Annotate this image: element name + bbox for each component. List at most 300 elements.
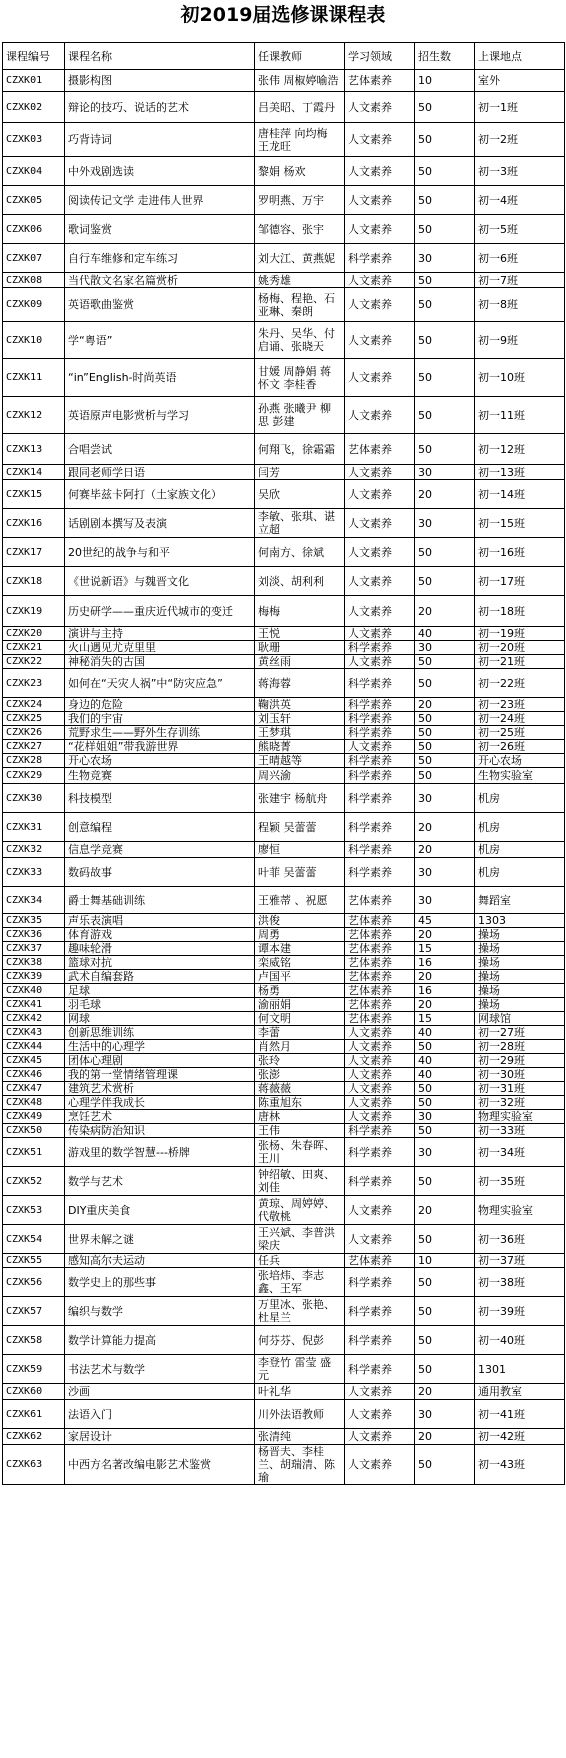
table-row [3,784,565,813]
table-row [3,928,565,942]
course-name-cell: 游戏里的数学智慧---桥牌 [65,1138,255,1167]
teacher-cell: 唐林 [255,1110,345,1124]
enrollment-cell: 50 [415,740,475,754]
location-cell: 初一43班 [475,1445,565,1485]
header-course-name: 课程名称 [65,43,255,70]
course-name-cell: 合唱尝试 [65,434,255,465]
enrollment-cell: 20 [415,928,475,942]
table-row [3,842,565,858]
course-code-cell: CZXK58 [3,1326,65,1355]
course-name-cell: 如何在“天灾人祸”中“防灾应急” [65,669,255,698]
table-row [3,1196,565,1225]
course-name-cell: 声乐表演唱 [65,914,255,928]
table-row [3,768,565,784]
table-row [3,359,565,397]
course-code-cell: CZXK45 [3,1054,65,1068]
course-name-cell: 学“粤语” [65,322,255,359]
enrollment-cell: 50 [415,1445,475,1485]
course-name-cell: 身边的危险 [65,698,255,712]
course-code-cell: CZXK18 [3,567,65,596]
enrollment-cell: 30 [415,1110,475,1124]
domain-cell: 艺体素养 [345,970,415,984]
course-code-cell: CZXK61 [3,1400,65,1429]
domain-cell: 人文素养 [345,1445,415,1485]
domain-cell: 人文素养 [345,509,415,538]
teacher-cell: 廖恒 [255,842,345,858]
teacher-cell: 钟绍敏、田爽、刘佳 [255,1167,345,1196]
teacher-cell: 黄琼、周婷婷、代敬桃 [255,1196,345,1225]
domain-cell: 科学素养 [345,1138,415,1167]
course-name-cell: 火山遇见尤克里里 [65,641,255,655]
course-name-cell: 世界未解之谜 [65,1225,255,1254]
enrollment-cell: 50 [415,186,475,215]
enrollment-cell: 30 [415,244,475,273]
enrollment-cell: 50 [415,754,475,768]
course-name-cell: 辩论的技巧、说话的艺术 [65,92,255,123]
course-code-cell: CZXK29 [3,768,65,784]
domain-cell: 科学素养 [345,754,415,768]
course-name-cell: 开心农场 [65,754,255,768]
domain-cell: 人文素养 [345,740,415,754]
domain-cell: 人文素养 [345,359,415,397]
course-code-cell: CZXK59 [3,1355,65,1384]
enrollment-cell: 50 [415,567,475,596]
table-row [3,641,565,655]
teacher-cell: 川外法语教师 [255,1400,345,1429]
enrollment-cell: 50 [415,397,475,434]
header-location: 上课地点 [475,43,565,70]
teacher-cell: 朱丹、吴华、付启诵、张晓天 [255,322,345,359]
table-row [3,186,565,215]
teacher-cell: 黎娟 杨欢 [255,157,345,186]
location-cell: 初一31班 [475,1082,565,1096]
teacher-cell: 罗明燕、万宇 [255,186,345,215]
enrollment-cell: 20 [415,698,475,712]
course-code-cell: CZXK12 [3,397,65,434]
course-code-cell: CZXK54 [3,1225,65,1254]
course-name-cell: 心理学伴我成长 [65,1096,255,1110]
teacher-cell: 杨勇 [255,984,345,998]
table-row [3,509,565,538]
enrollment-cell: 20 [415,596,475,627]
location-cell: 初一15班 [475,509,565,538]
course-name-cell: 巧背诗词 [65,123,255,157]
enrollment-cell: 20 [415,1196,475,1225]
header-domain: 学习领域 [345,43,415,70]
table-row [3,754,565,768]
location-cell: 舞蹈室 [475,887,565,914]
enrollment-cell: 50 [415,273,475,288]
course-code-cell: CZXK15 [3,480,65,509]
teacher-cell: 任兵 [255,1254,345,1268]
location-cell: 通用教室 [475,1384,565,1400]
location-cell: 初一6班 [475,244,565,273]
domain-cell: 人文素养 [345,322,415,359]
table-row [3,434,565,465]
teacher-cell: 张玲 [255,1054,345,1068]
location-cell: 初一10班 [475,359,565,397]
table-row [3,465,565,480]
course-code-cell: CZXK51 [3,1138,65,1167]
course-code-cell: CZXK28 [3,754,65,768]
table-row [3,655,565,669]
table-row [3,322,565,359]
location-cell: 操场 [475,970,565,984]
teacher-cell: 何芬芬、倪彭 [255,1326,345,1355]
course-code-cell: CZXK21 [3,641,65,655]
course-name-cell: 网球 [65,1012,255,1026]
table-row [3,1167,565,1196]
course-name-cell: 我们的宇宙 [65,712,255,726]
course-code-cell: CZXK27 [3,740,65,754]
location-cell: 物理实验室 [475,1196,565,1225]
domain-cell: 人文素养 [345,1400,415,1429]
enrollment-cell: 50 [415,712,475,726]
teacher-cell: 闫芳 [255,465,345,480]
enrollment-cell: 30 [415,858,475,887]
domain-cell: 人文素养 [345,288,415,322]
course-code-cell: CZXK03 [3,123,65,157]
location-cell: 初一37班 [475,1254,565,1268]
location-cell: 初一13班 [475,465,565,480]
enrollment-cell: 16 [415,956,475,970]
table-row [3,1138,565,1167]
domain-cell: 艺体素养 [345,928,415,942]
course-name-cell: 趣味轮滑 [65,942,255,956]
course-name-cell: 篮球对抗 [65,956,255,970]
course-name-cell: 法语入门 [65,1400,255,1429]
enrollment-cell: 50 [415,1326,475,1355]
enrollment-cell: 20 [415,970,475,984]
table-row [3,480,565,509]
course-code-cell: CZXK49 [3,1110,65,1124]
domain-cell: 科学素养 [345,858,415,887]
location-cell: 初一2班 [475,123,565,157]
course-name-cell: 数学与艺术 [65,1167,255,1196]
location-cell: 初一4班 [475,186,565,215]
course-name-cell: “花样姐姐”带我游世界 [65,740,255,754]
domain-cell: 科学素养 [345,244,415,273]
course-name-cell: “in”English-时尚英语 [65,359,255,397]
domain-cell: 科学素养 [345,842,415,858]
enrollment-cell: 20 [415,1429,475,1445]
table-row [3,1068,565,1082]
location-cell: 初一5班 [475,215,565,244]
location-cell: 初一23班 [475,698,565,712]
table-row [3,70,565,92]
course-name-cell: 《世说新语》与魏晋文化 [65,567,255,596]
location-cell: 初一28班 [475,1040,565,1054]
course-code-cell: CZXK52 [3,1167,65,1196]
course-name-cell: 演讲与主持 [65,627,255,641]
course-name-cell: 中外戏剧选读 [65,157,255,186]
domain-cell: 科学素养 [345,813,415,842]
course-code-cell: CZXK56 [3,1268,65,1297]
table-row [3,92,565,123]
table-row [3,288,565,322]
teacher-cell: 张澎 [255,1068,345,1082]
course-name-cell: 创意编程 [65,813,255,842]
domain-cell: 人文素养 [345,627,415,641]
teacher-cell: 栾威铭 [255,956,345,970]
location-cell: 生物实验室 [475,768,565,784]
enrollment-cell: 30 [415,1400,475,1429]
course-code-cell: CZXK07 [3,244,65,273]
course-name-cell: 科技模型 [65,784,255,813]
domain-cell: 人文素养 [345,215,415,244]
domain-cell: 科学素养 [345,1297,415,1326]
table-row [3,740,565,754]
enrollment-cell: 50 [415,157,475,186]
header-teacher: 任课教师 [255,43,345,70]
enrollment-cell: 50 [415,768,475,784]
table-row [3,1400,565,1429]
course-name-cell: 数学计算能力提高 [65,1326,255,1355]
location-cell: 初一7班 [475,273,565,288]
enrollment-cell: 50 [415,1225,475,1254]
location-cell: 初一30班 [475,1068,565,1082]
course-code-cell: CZXK32 [3,842,65,858]
course-name-cell: 神秘消失的古国 [65,655,255,669]
location-cell: 初一11班 [475,397,565,434]
table-row [3,1429,565,1445]
teacher-cell: 蒋海蓉 [255,669,345,698]
teacher-cell: 刘大江、黄燕妮 [255,244,345,273]
teacher-cell: 蒋薇薇 [255,1082,345,1096]
location-cell: 初一27班 [475,1026,565,1040]
enrollment-cell: 50 [415,322,475,359]
course-code-cell: CZXK25 [3,712,65,726]
location-cell: 初一22班 [475,669,565,698]
domain-cell: 人文素养 [345,1196,415,1225]
table-row [3,1225,565,1254]
course-code-cell: CZXK62 [3,1429,65,1445]
course-name-cell: 荒野求生——野外生存训练 [65,726,255,740]
course-code-cell: CZXK04 [3,157,65,186]
table-row [3,157,565,186]
teacher-cell: 肖然月 [255,1040,345,1054]
location-cell: 初一33班 [475,1124,565,1138]
course-code-cell: CZXK63 [3,1445,65,1485]
table-row [3,567,565,596]
course-code-cell: CZXK11 [3,359,65,397]
enrollment-cell: 40 [415,627,475,641]
domain-cell: 科学素养 [345,1268,415,1297]
table-row [3,887,565,914]
course-code-cell: CZXK44 [3,1040,65,1054]
table-row [3,956,565,970]
table-row [3,596,565,627]
header-enrollment: 招生数 [415,43,475,70]
enrollment-cell: 50 [415,1096,475,1110]
course-code-cell: CZXK13 [3,434,65,465]
teacher-cell: 杨梅、程艳、石亚琳、秦朗 [255,288,345,322]
course-code-cell: CZXK55 [3,1254,65,1268]
domain-cell: 人文素养 [345,465,415,480]
teacher-cell: 吕美昭、丁霞丹 [255,92,345,123]
course-code-cell: CZXK17 [3,538,65,567]
enrollment-cell: 30 [415,784,475,813]
location-cell: 初一18班 [475,596,565,627]
table-row [3,1355,565,1384]
domain-cell: 科学素养 [345,768,415,784]
course-code-cell: CZXK36 [3,928,65,942]
course-code-cell: CZXK10 [3,322,65,359]
enrollment-cell: 50 [415,434,475,465]
teacher-cell: 邹德容、张宇 [255,215,345,244]
teacher-cell: 何南方、徐斌 [255,538,345,567]
domain-cell: 科学素养 [345,712,415,726]
course-code-cell: CZXK43 [3,1026,65,1040]
course-name-cell: 建筑艺术赏析 [65,1082,255,1096]
course-code-cell: CZXK42 [3,1012,65,1026]
table-row [3,273,565,288]
enrollment-cell: 40 [415,1068,475,1082]
course-code-cell: CZXK19 [3,596,65,627]
course-code-cell: CZXK30 [3,784,65,813]
enrollment-cell: 30 [415,887,475,914]
location-cell: 初一19班 [475,627,565,641]
enrollment-cell: 10 [415,70,475,92]
course-name-cell: 爵士舞基础训练 [65,887,255,914]
course-table-body [3,43,565,1485]
location-cell: 初一34班 [475,1138,565,1167]
teacher-cell: 王雅蒂 、祝愿 [255,887,345,914]
enrollment-cell: 50 [415,1268,475,1297]
enrollment-cell: 30 [415,641,475,655]
course-code-cell: CZXK50 [3,1124,65,1138]
table-row [3,1026,565,1040]
enrollment-cell: 50 [415,1082,475,1096]
course-code-cell: CZXK01 [3,70,65,92]
course-name-cell: 何赛毕兹卡阿打（土家族文化） [65,480,255,509]
course-code-cell: CZXK24 [3,698,65,712]
course-code-cell: CZXK20 [3,627,65,641]
table-row [3,712,565,726]
teacher-cell: 王梦琪 [255,726,345,740]
teacher-cell: 吴欣 [255,480,345,509]
domain-cell: 人文素养 [345,186,415,215]
course-name-cell: 中西方名著改编电影艺术鉴赏 [65,1445,255,1485]
table-row [3,998,565,1012]
enrollment-cell: 20 [415,813,475,842]
table-row [3,123,565,157]
enrollment-cell: 50 [415,123,475,157]
domain-cell: 艺体素养 [345,434,415,465]
teacher-cell: 卢国平 [255,970,345,984]
course-code-cell: CZXK48 [3,1096,65,1110]
domain-cell: 科学素养 [345,698,415,712]
location-cell: 操场 [475,998,565,1012]
teacher-cell: 万里冰、张艳、杜星兰 [255,1297,345,1326]
course-code-cell: CZXK09 [3,288,65,322]
course-code-cell: CZXK40 [3,984,65,998]
course-name-cell: 话剧剧本撰写及表演 [65,509,255,538]
course-code-cell: CZXK37 [3,942,65,956]
teacher-cell: 刘淡、胡利利 [255,567,345,596]
enrollment-cell: 50 [415,1124,475,1138]
domain-cell: 艺体素养 [345,70,415,92]
location-cell: 初一40班 [475,1326,565,1355]
table-row [3,914,565,928]
enrollment-cell: 50 [415,1040,475,1054]
location-cell: 机房 [475,813,565,842]
enrollment-cell: 30 [415,465,475,480]
location-cell: 初一29班 [475,1054,565,1068]
domain-cell: 艺体素养 [345,998,415,1012]
course-name-cell: 羽毛球 [65,998,255,1012]
teacher-cell: 何翔飞，徐霜霜 [255,434,345,465]
domain-cell: 科学素养 [345,1355,415,1384]
teacher-cell: 李登竹 雷莹 盛元 [255,1355,345,1384]
table-row [3,726,565,740]
table-row [3,669,565,698]
teacher-cell: 王伟 [255,1124,345,1138]
teacher-cell: 叶菲 吴蕾蕾 [255,858,345,887]
domain-cell: 艺体素养 [345,984,415,998]
domain-cell: 人文素养 [345,1429,415,1445]
table-row [3,1384,565,1400]
course-code-cell: CZXK33 [3,858,65,887]
course-name-cell: 家居设计 [65,1429,255,1445]
domain-cell: 科学素养 [345,669,415,698]
location-cell: 初一36班 [475,1225,565,1254]
enrollment-cell: 40 [415,1054,475,1068]
course-code-cell: CZXK02 [3,92,65,123]
enrollment-cell: 30 [415,1138,475,1167]
domain-cell: 人文素养 [345,655,415,669]
location-cell: 初一16班 [475,538,565,567]
location-cell: 机房 [475,858,565,887]
course-code-cell: CZXK08 [3,273,65,288]
enrollment-cell: 50 [415,538,475,567]
course-name-cell: 传染病防治知识 [65,1124,255,1138]
enrollment-cell: 50 [415,359,475,397]
teacher-cell: 陈重旭东 [255,1096,345,1110]
course-code-cell: CZXK23 [3,669,65,698]
table-row [3,1096,565,1110]
course-code-cell: CZXK16 [3,509,65,538]
location-cell: 初一39班 [475,1297,565,1326]
location-cell: 初一1班 [475,92,565,123]
enrollment-cell: 10 [415,1254,475,1268]
course-table [2,42,565,1485]
table-row [3,1445,565,1485]
table-row [3,1268,565,1297]
domain-cell: 人文素养 [345,1054,415,1068]
course-code-cell: CZXK22 [3,655,65,669]
course-code-cell: CZXK14 [3,465,65,480]
location-cell: 初一12班 [475,434,565,465]
location-cell: 初一32班 [475,1096,565,1110]
course-name-cell: 摄影构图 [65,70,255,92]
teacher-cell: 李敏、张琪、谌立超 [255,509,345,538]
location-cell: 初一20班 [475,641,565,655]
table-row [3,1124,565,1138]
enrollment-cell: 20 [415,998,475,1012]
course-name-cell: 信息学竞赛 [65,842,255,858]
domain-cell: 艺体素养 [345,942,415,956]
course-code-cell: CZXK46 [3,1068,65,1082]
course-code-cell: CZXK53 [3,1196,65,1225]
teacher-cell: 熊晓菁 [255,740,345,754]
domain-cell: 科学素养 [345,1167,415,1196]
course-code-cell: CZXK38 [3,956,65,970]
course-name-cell: 数码故事 [65,858,255,887]
teacher-cell: 甘媛 周静娟 蒋怀文 李桂香 [255,359,345,397]
location-cell: 机房 [475,784,565,813]
teacher-cell: 王悦 [255,627,345,641]
